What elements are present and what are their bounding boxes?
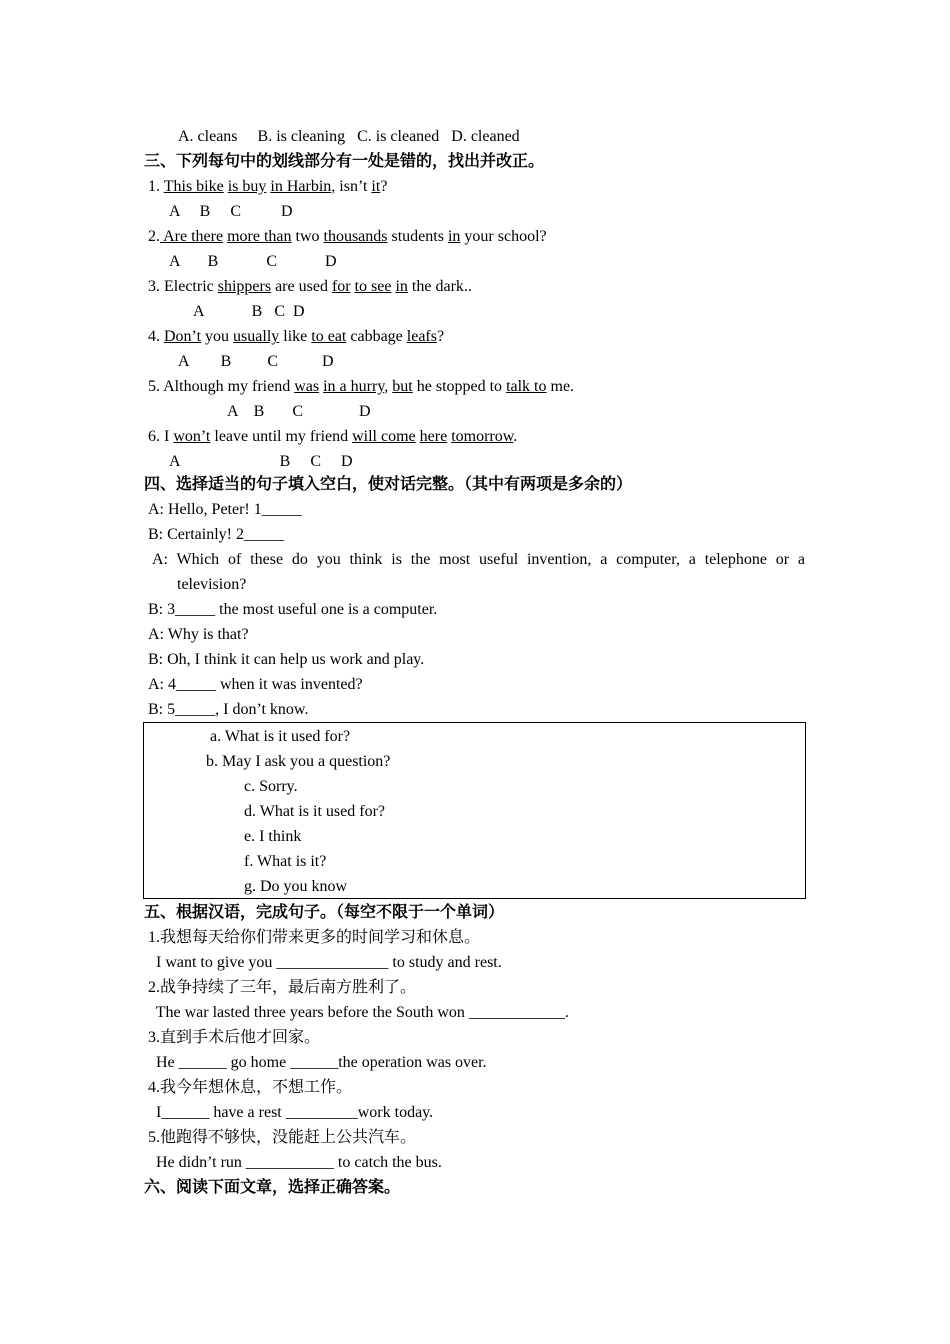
options-box [143,722,806,899]
option-b: b. May I ask you a question? [206,753,391,770]
underlined-part: more than [227,228,292,245]
sentence-text: , [384,378,393,395]
s5-item-5-en: He didn’t run ___________ to catch the bus. [148,1154,442,1171]
section5-heading: 五、根据汉语，完成句子。（每空不限于一个单词） [144,904,505,921]
dialog-line-5: A: Why is that? [148,626,249,643]
sentence-text: me. [546,378,575,395]
sentence-text: Although my friend [163,378,295,395]
s3-item-4 [148,327,444,347]
s5-item-4-zh: 4.我今年想休息，不想工作。 [148,1079,353,1096]
sentence-text: he stopped to [412,378,507,395]
underlined-part: Don’t [164,328,202,345]
s3-item-2-letters: A B C D [169,253,337,270]
s3-item-number: 1. [148,178,164,195]
underlined-part: it [371,178,381,195]
s3-item-number: 3. [148,278,164,295]
sentence-text: cabbage [346,328,407,345]
s3-item-number: 6. [148,428,164,445]
underlined-part: tomorrow [451,428,514,445]
sentence-text: are used [271,278,332,295]
s3-item-5-letters: A B C D [227,403,371,420]
sentence-text: , isn’t [331,178,372,195]
underlined-part: talk to [506,378,547,395]
dialog-line-8: B: 5_____, I don’t know. [148,701,309,718]
sentence-text: leave until my friend [210,428,353,445]
s5-item-4-en: I______ have a rest _________work today. [148,1104,434,1121]
underlined-part: This bike [163,178,224,195]
s3-item-number: 2. [148,228,160,245]
option-c: c. Sorry. [244,778,298,795]
s3-item-6-letters: A B C D [169,453,353,470]
s3-item-3 [148,277,472,297]
underlined-part: is buy [227,178,267,195]
dialog-line-4: B: 3_____ the most useful one is a computer. [148,601,438,618]
s3-item-2 [148,227,547,247]
option-e: e. I think [244,828,302,845]
sentence-text: I [164,428,174,445]
option-d: d. What is it used for? [244,803,386,820]
s3-item-number: 5. [148,378,164,395]
sentence-text: ? [380,178,388,195]
sentence-text: Electric [164,278,218,295]
dialog-line-1: A: Hello, Peter! 1_____ [148,501,302,518]
underlined-part: shippers [217,278,272,295]
underlined-part: in a hurry [323,378,385,395]
dialog-line-3-cont: television? [177,576,247,593]
sentence-text: the dark.. [407,278,472,295]
sentence-text: your school? [460,228,547,245]
s3-item-1-letters: A B C D [169,203,293,220]
s3-item-4-letters: A B C D [178,353,334,370]
dialog-line-6: B: Oh, I think it can help us work and play. [148,651,425,668]
sentence-text: you [201,328,234,345]
s3-item-number: 4. [148,328,164,345]
section4-heading: 四、选择适当的句子填入空白，使对话完整。（其中有两项是多余的） [144,476,633,493]
underlined-part: to eat [311,328,347,345]
option-a: a. What is it used for? [210,728,351,745]
s3-item-6 [148,427,517,447]
underlined-part: in [395,278,408,295]
underlined-part: won’t [173,428,211,445]
dialog-line-7: A: 4_____ when it was invented? [148,676,363,693]
underlined-part: but [392,378,413,395]
s5-item-3-en: He ______ go home ______the operation was over. [148,1054,487,1071]
sentence-text: two [291,228,324,245]
underlined-part: for [331,278,351,295]
underlined-part: to see [354,278,392,295]
underlined-part: leafs [406,328,437,345]
underlined-part: thousands [323,228,388,245]
s5-item-1-en: I want to give you ______________ to study and rest. [148,954,502,971]
sentence-text: . [513,428,518,445]
s5-item-2-en: The war lasted three years before the South won ____________. [148,1004,569,1021]
s5-item-5-zh: 5.他跑得不够快，没能赶上公共汽车。 [148,1129,417,1146]
dialog-line-2: B: Certainly! 2_____ [148,526,284,543]
s3-item-3-letters: A B C D [193,303,305,320]
underlined-part: here [419,428,448,445]
sentence-text: students [387,228,448,245]
section6-heading: 六、阅读下面文章，选择正确答案。 [144,1179,401,1196]
underlined-part: in Harbin [270,178,332,195]
option-f: f. What is it? [244,853,327,870]
underlined-part: usually [233,328,280,345]
option-g: g. Do you know [244,878,348,895]
section3-heading: 三、下列每句中的划线部分有一处是错的，找出并改正。 [144,153,545,170]
s5-item-3-zh: 3.直到手术后他才回家。 [148,1029,321,1046]
s5-item-1-zh: 1.我想每天给你们带来更多的时间学习和休息。 [148,929,481,946]
underlined-part: will come [352,428,416,445]
sentence-text: ? [436,328,445,345]
sentence-text: like [279,328,312,345]
s3-item-5 [148,377,574,397]
underlined-part: was [294,378,320,395]
s5-item-2-zh: 2.战争持续了三年，最后南方胜利了。 [148,979,417,996]
underlined-part: in [447,228,461,245]
q2-last-options: A. cleans B. is cleaning C. is cleaned D. cleaned [178,128,520,145]
dialog-line-3: A: Which of these do you think is the most useful invention, a computer, a telephone or a [152,551,805,568]
underlined-part: Are there [160,228,224,245]
s3-item-1 [148,177,387,197]
